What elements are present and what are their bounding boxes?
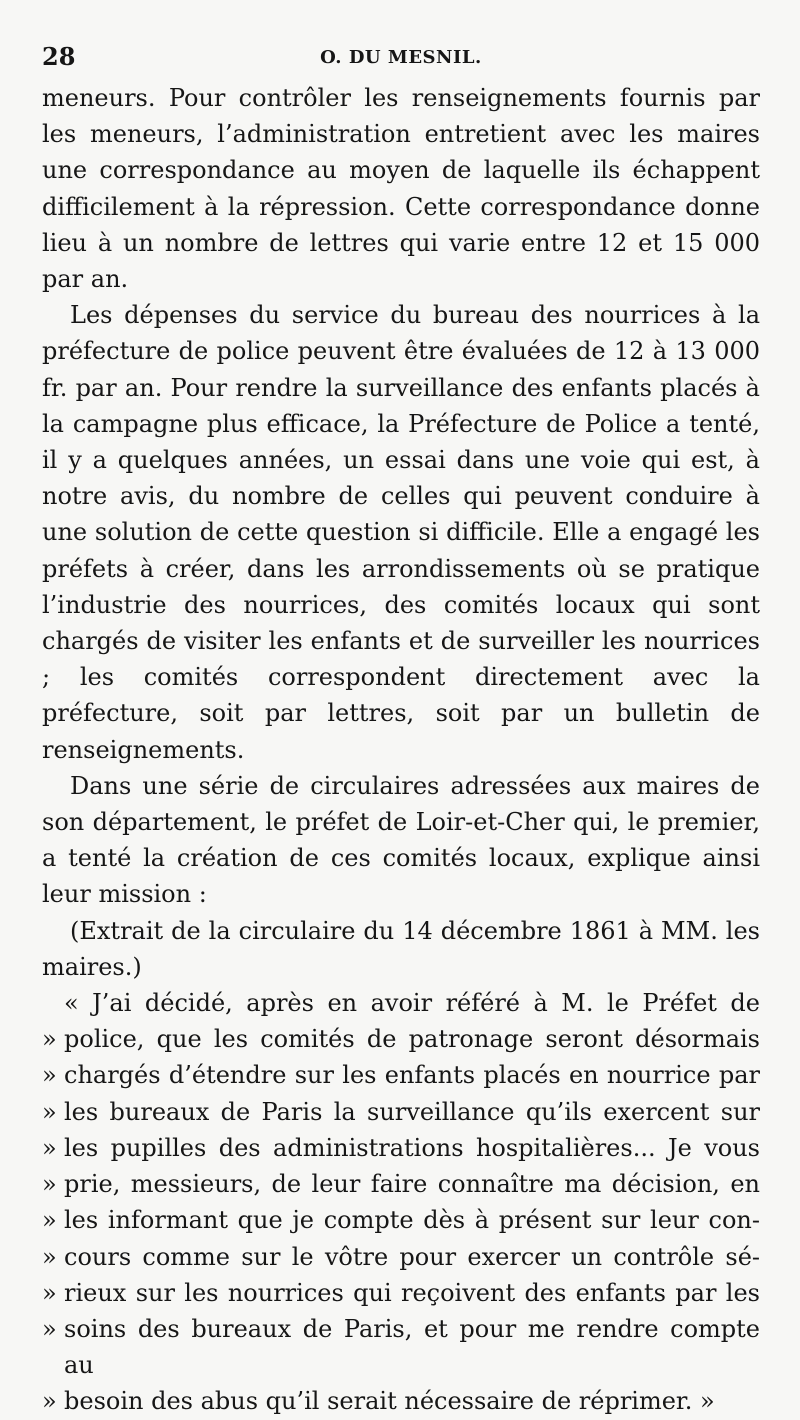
quotation-line-text: rieux sur les nourrices qui reçoivent des enfants par les: [64, 1278, 760, 1307]
continuation-guillemet: »: [42, 1242, 57, 1271]
quotation-line: [42, 1383, 760, 1419]
continuation-guillemet: »: [42, 1025, 57, 1054]
continuation-guillemet: »: [42, 1387, 57, 1416]
quotation-line-text: soins des bureaux de Paris, et pour me rendre compte au: [64, 1314, 760, 1380]
book-page: [0, 36, 800, 1416]
quotation-line: [42, 1239, 760, 1275]
quotation-line: [42, 1021, 760, 1057]
quotation-line-text: chargés d’étendre sur les enfants placés en nourrice par: [64, 1061, 760, 1090]
page-number: 28: [42, 42, 76, 71]
quotation-first-line: « J’ai décidé, après en avoir référé à M. le Préfet de: [64, 989, 760, 1018]
continuation-guillemet: »: [42, 1170, 57, 1199]
continuation-guillemet: »: [42, 1278, 57, 1307]
quotation-line: [42, 1166, 760, 1202]
quotation-line: [42, 1130, 760, 1166]
quotation-line: [42, 1275, 760, 1311]
running-head: [42, 36, 760, 72]
paragraph-2: Les dépenses du service du bureau des nourrices à la préfecture de police peuvent être évaluées de 12 à 13 000 fr. par an. Pour rendre la surveillance des enfants placés à la campagne plus efficace, la Préfecture de Police a tenté, il y a quelques années, un essai dans une voie qui est, à notre avis, du nombre de celles qui peuvent conduire à une solution de cette question si difficile. Elle a engagé les préfets à créer, dans les arrondissements où se pratique l’industrie des nourrices, des comités locaux qui sont chargés de visiter les enfants et de surveiller les nourrices ; les comités correspondent directement avec la préfecture, soit par lettres, soit par un bulletin de renseignements.: [42, 301, 760, 764]
quotation-line-text: police, que les comités de patronage seront désormais: [64, 1025, 760, 1054]
paragraph-4: (Extrait de la circulaire du 14 décembre 1861 à MM. les maires.): [42, 916, 760, 981]
quotation-line: [42, 1094, 760, 1130]
quotation: [42, 985, 760, 1419]
quotation-line: [42, 1057, 760, 1093]
quotation-line-text: besoin des abus qu’il serait nécessaire de réprimer. »: [64, 1387, 715, 1416]
quotation-lines: [42, 1021, 760, 1419]
quotation-line-text: les bureaux de Paris la surveillance qu’ils exercent sur: [64, 1097, 760, 1126]
quotation-line-text: cours comme sur le vôtre pour exercer un contrôle sé-: [64, 1242, 760, 1271]
continuation-guillemet: »: [42, 1133, 57, 1162]
running-title: O. DU MESNIL.: [320, 47, 482, 68]
paragraph-3: Dans une série de circulaires adressées aux maires de son département, le préfet de Loir-et-Cher qui, le premier, a tenté la création de ces comités locaux, explique ainsi leur mission :: [42, 771, 760, 909]
quotation-line: [42, 1202, 760, 1238]
continuation-guillemet: »: [42, 1314, 57, 1343]
continuation-guillemet: »: [42, 1061, 57, 1090]
paragraph-1: meneurs. Pour contrôler les renseignements fournis par les meneurs, l’administration entretient avec les maires une correspondance au moyen de laquelle ils échappent difficilement à la répression. Cette correspondance donne lieu à un nombre de lettres qui varie entre 12 et 15 000 par an.: [42, 84, 760, 294]
quotation-line-text: prie, messieurs, de leur faire connaître ma décision, en: [64, 1170, 760, 1199]
quotation-line-text: les pupilles des administrations hospitalières... Je vous: [64, 1133, 760, 1162]
continuation-guillemet: »: [42, 1097, 57, 1126]
body-text: [42, 80, 760, 1420]
quotation-line: [42, 1311, 760, 1383]
continuation-guillemet: »: [42, 1206, 57, 1235]
quotation-line-text: les informant que je compte dès à présent sur leur con-: [64, 1206, 760, 1235]
